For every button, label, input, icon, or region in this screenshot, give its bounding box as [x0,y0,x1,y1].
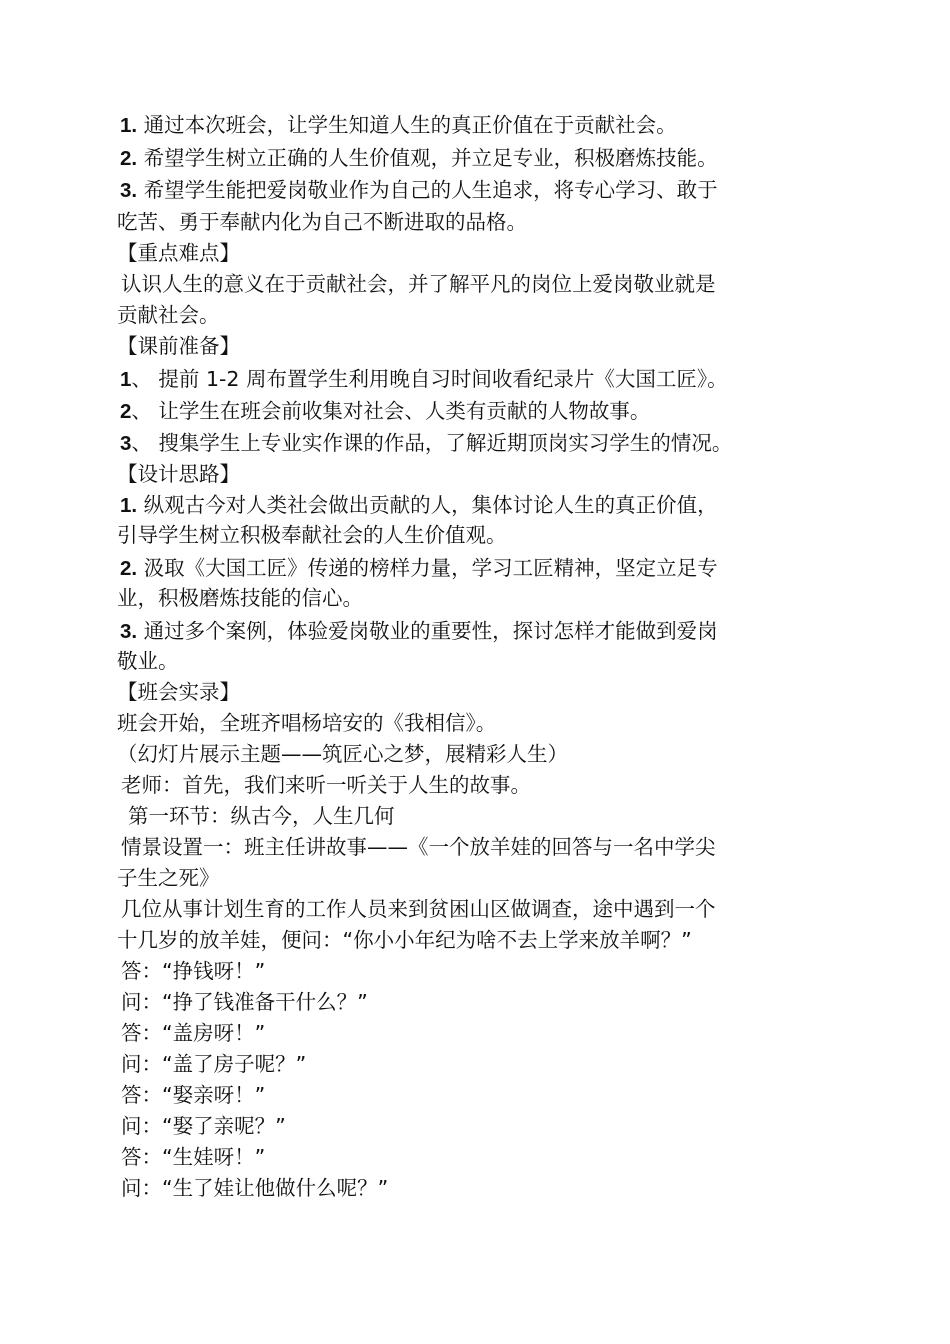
objective-line-3-cont [117,208,527,236]
line-text: 几位从事计划生育的工作人员来到贫困山区做调查，途中遇到一个 [121,897,716,921]
record-line-5-cont [117,864,220,892]
line-text: 、 提前 1-2 周布置学生利用晚自习时间收看纪录片《大国工匠》。 [131,367,728,391]
line-text: 、 搜集学生上专业实作课的作品，了解近期顶岗实习学生的情况。 [131,431,733,455]
design-line-3 [120,617,718,645]
line-text: 通过多个案例，体验爱岗敬业的重要性，探讨怎样才能做到爱岗 [137,619,718,643]
key-points-line-1 [121,270,716,298]
line-text: 贡献社会。 [117,303,220,327]
line-text: 业，积极磨炼技能的信心。 [117,586,363,610]
record-line-3 [121,771,531,799]
line-text: 汲取《大国工匠》传递的榜样力量，学习工匠精神，坚定立足专 [137,556,718,580]
design-line-2-cont [117,584,363,612]
line-text: 答：“娶亲呀！” [121,1083,266,1107]
dialogue-line-4 [121,1050,306,1078]
design-line-2 [120,554,718,582]
line-text: 引导学生树立积极奉献社会的人生价值观。 [117,523,507,547]
record-line-4 [128,802,395,830]
section-heading-key-points [117,239,240,267]
preparation-line-3 [120,429,732,457]
preparation-line-2 [120,397,650,425]
line-text: 问：“生了娃让他做什么呢？” [121,1176,389,1200]
line-text: 答：“挣钱呀！” [121,959,266,983]
line-text: 十几岁的放羊娃，便问：“你小小年纪为啥不去上学来放羊啊？” [117,928,692,952]
line-text: 答：“盖房呀！” [121,1021,266,1045]
dialogue-line-5 [121,1081,265,1109]
line-text: 【班会实录】 [117,680,240,704]
line-text: 敬业。 [117,649,179,673]
line-number: 2. [120,147,138,170]
objective-line-2 [120,144,718,172]
story-line-2 [117,926,692,954]
dialogue-line-7 [121,1143,265,1171]
line-text: 、 让学生在班会前收集对社会、人类有贡献的人物故事。 [131,399,651,423]
dialogue-line-1 [121,957,265,985]
design-line-1-cont [117,521,507,549]
line-number: 1. [120,494,138,517]
dialogue-line-2 [121,988,368,1016]
record-line-5 [121,833,716,861]
objective-line-1 [120,111,677,139]
line-text: 问：“盖了房子呢？” [121,1052,307,1076]
line-text: 吃苦、勇于奉献内化为自己不断进取的品格。 [117,210,527,234]
line-number: 3. [120,179,138,202]
line-text: 答：“生娃呀！” [121,1145,266,1169]
line-text: 认识人生的意义在于贡献社会，并了解平凡的岗位上爱岗敬业就是 [121,272,716,296]
key-points-line-2 [117,301,220,329]
line-text: 情景设置一：班主任讲故事——《一个放羊娃的回答与一名中学尖 [121,835,716,859]
dialogue-line-8 [121,1174,388,1202]
objective-line-3 [120,176,718,204]
section-heading-design [117,460,240,488]
record-line-2 [117,740,568,768]
design-line-3-cont [117,647,179,675]
line-text: 问：“挣了钱准备干什么？” [121,990,368,1014]
line-text: 希望学生能把爱岗敬业作为自己的人生追求，将专心学习、敢于 [137,178,718,202]
dialogue-line-3 [121,1019,265,1047]
design-line-1 [120,491,718,519]
line-text: 【设计思路】 [117,462,240,486]
preparation-line-1 [120,365,728,393]
section-heading-preparation [117,332,240,360]
line-text: 纵观古今对人类社会做出贡献的人，集体讨论人生的真正价值， [137,493,718,517]
line-text: 问：“娶了亲呢？” [121,1114,286,1138]
line-number: 2. [120,557,138,580]
line-text: 通过本次班会，让学生知道人生的真正价值在于贡献社会。 [137,113,677,137]
line-number: 1 [120,368,132,391]
story-line-1 [121,895,716,923]
line-text: 第一环节：纵古今，人生几何 [128,804,395,828]
line-text: 【重点难点】 [117,241,240,265]
dialogue-line-6 [121,1112,286,1140]
line-text: 子生之死》 [117,866,220,890]
line-text: 【课前准备】 [117,334,240,358]
line-text: 老师：首先，我们来听一听关于人生的故事。 [121,773,531,797]
record-line-1 [117,709,496,737]
line-text: 班会开始，全班齐唱杨培安的《我相信》。 [117,711,497,735]
line-number: 1. [120,114,138,137]
line-number: 3 [120,432,132,455]
line-text: （幻灯片展示主题——筑匠心之梦，展精彩人生） [117,742,568,766]
line-number: 2 [120,400,132,423]
line-number: 3. [120,620,138,643]
line-text: 希望学生树立正确的人生价值观，并立足专业，积极磨炼技能。 [137,146,718,170]
section-heading-record [117,678,240,706]
